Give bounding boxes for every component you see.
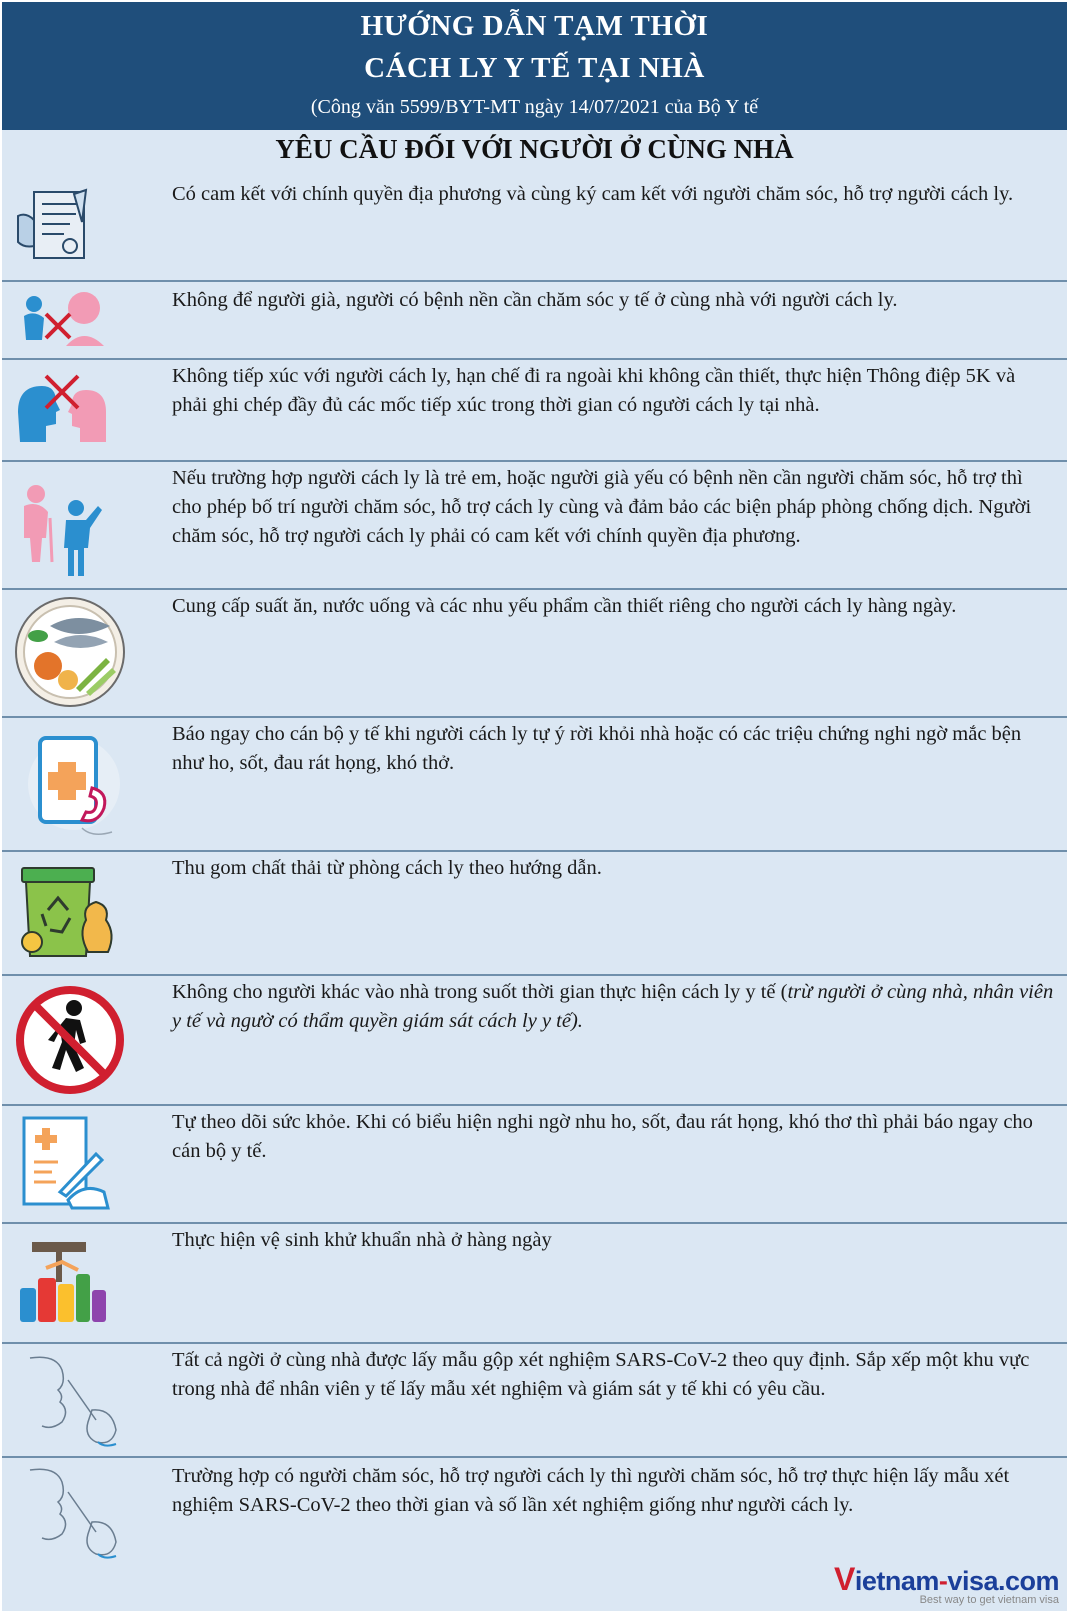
list-item-text: Tất cả ngời ở cùng nhà được lấy mẫu gộp xét nghiệm SARS-CoV-2 theo quy định. Sắp xếp một khu vực trong nhà để nhân viên y tế lấy mẫu xét nghiệm và giám sát y tế khi có yêu cầu. <box>172 1349 1030 1400</box>
header-banner <box>2 2 1067 130</box>
list-item-text: Báo ngay cho cán bộ y tế khi người cách ly tự ý rời khỏi nhà hoặc có các triệu chứng nghi ngờ mắc bện như ho, sốt, đau rát họng, khó thở. <box>172 723 1022 774</box>
caregiver-icon <box>12 478 137 578</box>
signed-document-icon <box>12 186 137 266</box>
watermark-tagline: Best way to get vietnam visa <box>919 1594 1059 1606</box>
cleaning-supplies-icon <box>12 1238 137 1328</box>
list-item-text: Không tiếp xúc với người cách ly, hạn chế đi ra ngoài khi không cần thiết, thực hiện Thông điệp 5K và phải ghi chép đầy đủ các mốc tiếp xúc trong thời gian có người cách ly tại nhà. <box>172 365 1016 416</box>
food-plate-icon <box>14 596 139 708</box>
list-item <box>2 976 1067 1106</box>
list-item-text: Cung cấp suất ăn, nước uống và các nhu yếu phẩm cần thiết riêng cho người cách ly hàng ngày. <box>172 595 957 617</box>
list-item-text: Nếu trường hợp người cách ly là trẻ em, hoặc người già yếu có bệnh nền cần người chăm sóc, hỗ trợ thì cho phép bố trí người chăm sóc, hỗ trợ cách ly cùng và đảm bảo các biện pháp phòng chống dịch. Người chăm sóc, hỗ trợ người cách ly phải có cam kết với chính quyền địa phương. <box>172 467 1032 547</box>
list-item <box>2 1224 1067 1344</box>
list-item-text: Trường hợp có người chăm sóc, hỗ trợ người cách ly thì người chăm sóc, hỗ trợ thực hiện lấy mẫu xét nghiệm SARS-CoV-2 theo thời gian và số lần xét nghiệm giống như người cách ly. <box>172 1465 1010 1516</box>
logo-domain: visa.com <box>947 1566 1059 1596</box>
health-record-icon <box>12 1112 137 1212</box>
header-subtitle: (Công văn 5599/BYT-MT ngày 14/07/2021 của Bộ Y tế <box>310 96 759 118</box>
no-contact-icon <box>12 372 137 444</box>
medical-phone-icon <box>12 728 137 840</box>
logo-part: ietnam <box>854 1566 939 1596</box>
list-item <box>2 1344 1067 1458</box>
watermark-logo-text <box>809 1561 1059 1598</box>
list-item-text-main: Không cho người khác vào nhà trong suốt thời gian thực hiện cách ly y tế ( <box>172 981 788 1003</box>
nasal-swab-icon <box>12 1462 137 1562</box>
list-item <box>2 1106 1067 1224</box>
list-item <box>2 718 1067 852</box>
nasal-swab-icon <box>12 1350 137 1450</box>
no-entry-pedestrian-icon <box>14 984 139 1096</box>
infographic-sheet <box>2 2 1067 1611</box>
list-item-text <box>172 978 1055 1036</box>
list-item <box>2 462 1067 590</box>
list-item <box>2 590 1067 718</box>
logo-letter-v: V <box>834 1561 855 1597</box>
watermark-logo <box>809 1561 1059 1605</box>
header-title-line1: HƯỚNG DẪN TẠM THỜI <box>360 10 709 42</box>
section-title: YÊU CẦU ĐỐI VỚI NGƯỜI Ở CÙNG NHÀ <box>275 134 794 164</box>
no-elderly-contact-icon <box>12 286 137 350</box>
list-item <box>2 852 1067 976</box>
list-item <box>2 1458 1067 1611</box>
list-item-text: Thực hiện vệ sinh khử khuẩn nhà ở hàng ngày <box>172 1229 552 1251</box>
header-title-line2: CÁCH LY Y TẾ TẠI NHÀ <box>364 52 705 84</box>
list-item-text-italic: trừ người ở cùng nhà, nhân viên y tế và ngườ có thẩm quyền giám sát cách ly y tế). <box>172 981 1054 1032</box>
list-item <box>2 282 1067 360</box>
list-item-text: Có cam kết với chính quyền địa phương và cùng ký cam kết với người chăm sóc, hỗ trợ người cách ly. <box>172 183 1014 205</box>
list-item-text: Không để người già, người có bệnh nền cần chăm sóc y tế ở cùng nhà với người cách ly. <box>172 289 898 311</box>
logo-dash: - <box>938 1566 948 1596</box>
list-item-text: Thu gom chất thải từ phòng cách ly theo hướng dẫn. <box>172 857 602 879</box>
recycle-bin-icon <box>12 862 137 962</box>
list-item <box>2 174 1067 282</box>
list-item <box>2 360 1067 462</box>
list-item-text: Tự theo dõi sức khỏe. Khi có biểu hiện nghi ngờ nhu ho, sốt, đau rát họng, khó thơ thì phải báo ngay cho cán bộ y tế. <box>172 1111 1033 1162</box>
